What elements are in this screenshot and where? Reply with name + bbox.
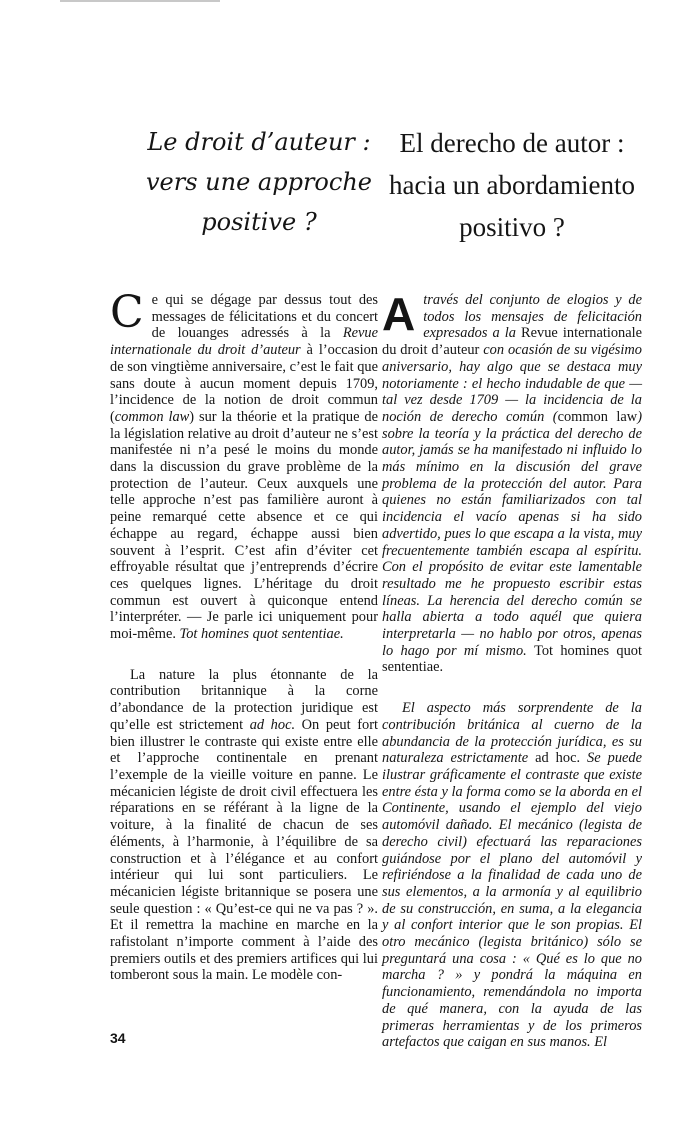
spanish-body: [382, 288, 643, 1051]
spanish-p2-text-b: Se puede ilustrar gráficamente el contraste que existe entre ésta y la forma como se la aborda en el Continente, usando el ejemplo del viejo automóvil dañado. El mecánico (legista de derecho civil) efectuará las reparaciones guiándose por el plano del automóvil y refiriéndose a la finalidad de cada uno de sus elementos, a la armonía y al equilibrio de su construcción, en suma, a la elegancia y al confort interior que le son propias. El otro mecánico (legista británico) sólo se preguntará una cosa : « Qué es lo que no marcha ? » y pondrá la máquina en funcionamiento, remendándola no importa de qué manera, con la ayuda de las primeras herramientas y de los primeros artefactos que caigan en sus manos. El: [382, 750, 643, 1051]
page-number: 34: [110, 1030, 126, 1046]
spanish-title-line-1: El derecho de autor :: [399, 128, 625, 158]
french-p2-text-a: La nature la plus étonnante de la contribution britannique à la corne d’abondance de la protection juridique est qu’elle est strictement: [110, 666, 378, 733]
french-p2-text-b: On peut fort bien illustrer le contraste qui existe entre elle et l’approche continentale en prenant l’exemple de la vieille voiture en panne. Le mécanicien légiste de droit civil effectuera les réparations en se référant à la ligne de la voiture, à la finalité de chacun de ses éléments, à l’harmonie, à l’équilibre de sa construction et à l’élégance et au confort intérieur qui lui sont particuliers. Le mécanicien légiste britannique se posera une seule question : « Qu’est-ce qui ne va pas ? ». Et il remettra la machine en marche en la rafistolant n’importe comment à l’aide des premiers outils et des premiers artifices qui lui tomberont sous la main. Le modèle con-: [110, 716, 379, 984]
spanish-p1-text-c: ) sobre la teoría y la práctica del derecho de autor, jamás se ha manifestado ni influido lo más mínimo en la discusión del grave problema de la protección del autor. Para quienes no están familiarizados con tal incidencia el vacío apenas si ha sido advertido, pues lo que escapa a la vista, muy frecuentemente también escapa al espíritu. Con el propósito de evitar este lamentable resultado me he propuesto escribir estas líneas. La herencia del derecho común se halla abierta a todo aquél que quiera interpretarla — no hablo por otros, apenas lo hago por mí mismo.: [382, 408, 642, 659]
french-body: [110, 287, 379, 984]
french-latin-quote: Tot homines quot sententiae.: [179, 626, 344, 643]
spanish-paragraph-1: [382, 288, 642, 676]
french-paragraph-1: [110, 287, 378, 643]
french-p1-text-c: ) sur la théorie et la pratique de la législation relative au droit d’auteur ne s’est manifestée ni n’a pesé le moins du monde dans la discussion du grave problème de la protection de l’auteur. Ceux auxquels une telle approche n’est pas familière auront à peine remarqué cette absence et ce qui échappe au regard, échappe aussi bien souvent à l’esprit. C’est afin d’éviter cet effroyable résultat que j’entreprends d’écrire ces quelques lignes. L’héritage du droit commun est ouvert à quiconque entend l’interpréter. — Je parle ici uniquement pour moi-même.: [110, 408, 378, 643]
french-dropcap: C: [110, 287, 144, 338]
french-paragraph-2: [110, 667, 378, 984]
french-title: [110, 122, 378, 242]
spanish-title-line-3: positivo ?: [459, 212, 565, 242]
french-title-line-2: vers une approche: [146, 168, 372, 196]
spanish-journal-name: Revue internationale du droit d’auteur: [382, 325, 642, 359]
spanish-ad-hoc: ad hoc.: [535, 750, 581, 767]
spanish-p1-text-b: con ocasión de su vigésimo aniversario, hay algo que se destaca muy notoriamente : el hecho indudable de que — tal vez desde 1709 — la incidencia de la noción de derecho común (: [382, 342, 642, 425]
french-common-law: common law: [114, 408, 190, 425]
spanish-title: [382, 122, 642, 248]
french-journal-name: Revue internationale du droit d’auteur: [110, 325, 378, 359]
spanish-title-line-2: hacia un abordamiento: [389, 170, 635, 200]
spanish-common-law: common law: [557, 408, 638, 425]
french-p1-text-b: à l’occasion de son vingtième anniversaire, c’est le fait que sans doute à aucun moment depuis 1709, l’incidence de la notion de droit commun (: [110, 342, 378, 425]
spanish-p2-text-a: El aspecto más sorprendente de la contribución británica al cuerno de la abundancia de la protección jurídica, es su naturaleza estrictamente: [382, 700, 642, 767]
spanish-dropcap: A: [382, 288, 416, 340]
french-title-line-3: positive ?: [201, 208, 317, 236]
spanish-paragraph-2: [382, 700, 642, 1051]
spanish-latin-quote: Tot homines quot sententiae.: [382, 642, 642, 676]
spanish-p1-text-a: través del conjunto de elogios y de todos los mensajes de felicitación expresados a la: [423, 292, 642, 342]
french-ad-hoc: ad hoc.: [249, 716, 296, 733]
scan-edge-line: [60, 0, 220, 2]
french-title-line-1: Le droit d’auteur :: [147, 128, 371, 156]
french-p1-text-a: e qui se dégage par dessus tout des messages de félicitations et du concert de louanges adressés à la: [151, 292, 378, 342]
